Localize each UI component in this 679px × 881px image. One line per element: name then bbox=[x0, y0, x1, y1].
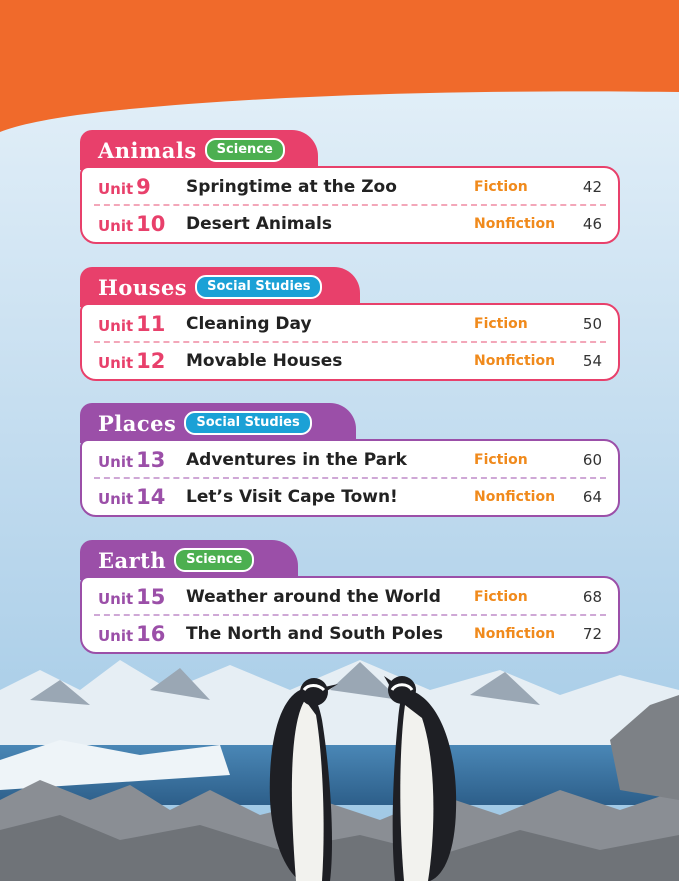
unit-title: Adventures in the Park bbox=[186, 449, 407, 470]
page-number: 50 bbox=[582, 314, 602, 333]
unit-label: Unit 9 bbox=[98, 174, 151, 199]
unit-title: Movable Houses bbox=[186, 350, 343, 371]
unit-title: The North and South Poles bbox=[186, 623, 444, 644]
units-card bbox=[80, 166, 620, 244]
page-number: 60 bbox=[582, 450, 602, 469]
subject-badge: Social Studies bbox=[195, 275, 322, 299]
section-tab bbox=[80, 130, 318, 170]
unit-title: Weather around the World bbox=[186, 586, 441, 607]
genre-label: Nonfiction bbox=[474, 215, 556, 232]
unit-row[interactable] bbox=[82, 168, 618, 205]
subject-badge: Science bbox=[174, 548, 254, 572]
genre-label: Nonfiction bbox=[474, 625, 556, 642]
subject-badge: Science bbox=[205, 138, 285, 162]
section-title: Animals bbox=[98, 137, 197, 163]
unit-row[interactable] bbox=[82, 441, 618, 478]
genre-label: Nonfiction bbox=[474, 488, 556, 505]
unit-label: Unit 12 bbox=[98, 348, 166, 373]
subject-badge: Social Studies bbox=[184, 411, 311, 435]
genre-label: Fiction bbox=[474, 451, 528, 468]
page-number: 42 bbox=[582, 177, 602, 196]
unit-title: Cleaning Day bbox=[186, 313, 312, 334]
unit-label: Unit 14 bbox=[98, 484, 166, 509]
unit-label: Unit 15 bbox=[98, 584, 166, 609]
page-number: 46 bbox=[582, 214, 602, 233]
unit-label: Unit 11 bbox=[98, 311, 166, 336]
section-title: Houses bbox=[98, 274, 188, 300]
genre-label: Nonfiction bbox=[474, 352, 556, 369]
unit-row[interactable] bbox=[82, 578, 618, 615]
page-number: 54 bbox=[582, 351, 602, 370]
unit-label: Unit 16 bbox=[98, 621, 166, 646]
units-card bbox=[80, 303, 620, 381]
unit-label: Unit 10 bbox=[98, 211, 166, 236]
section-tab bbox=[80, 540, 298, 580]
page-number: 68 bbox=[582, 587, 602, 606]
section-title: Places bbox=[98, 410, 177, 436]
section-tab bbox=[80, 267, 360, 307]
unit-row[interactable] bbox=[82, 478, 618, 515]
units-card bbox=[80, 439, 620, 517]
units-card bbox=[80, 576, 620, 654]
page-number: 72 bbox=[582, 624, 602, 643]
genre-label: Fiction bbox=[474, 315, 528, 332]
unit-row[interactable] bbox=[82, 615, 618, 652]
section-tab bbox=[80, 403, 356, 443]
unit-title: Desert Animals bbox=[186, 213, 332, 234]
genre-label: Fiction bbox=[474, 178, 528, 195]
unit-label: Unit 13 bbox=[98, 447, 166, 472]
unit-title: Let’s Visit Cape Town! bbox=[186, 486, 398, 507]
unit-title: Springtime at the Zoo bbox=[186, 176, 397, 197]
unit-row[interactable] bbox=[82, 205, 618, 242]
genre-label: Fiction bbox=[474, 588, 528, 605]
section-title: Earth bbox=[98, 547, 167, 573]
unit-row[interactable] bbox=[82, 305, 618, 342]
unit-row[interactable] bbox=[82, 342, 618, 379]
page-number: 64 bbox=[582, 487, 602, 506]
